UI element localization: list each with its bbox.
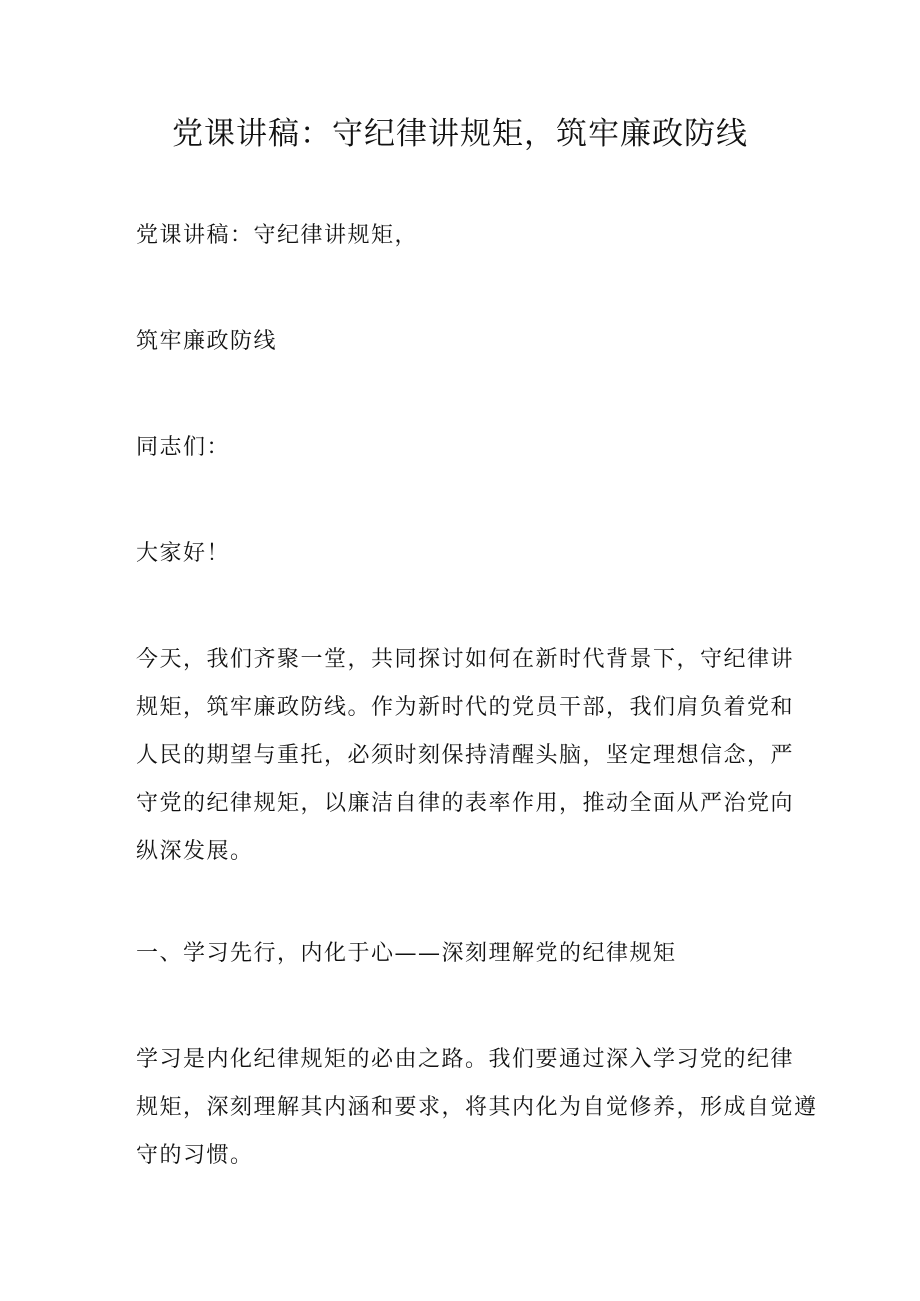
paragraph-line: 今天，我们齐聚一堂，共同探讨如何在新时代背景下，守纪律讲 [136,647,795,672]
paragraph-line: 学习是内化纪律规矩的必由之路。我们要通过深入学习党的纪律 [136,1047,795,1072]
section-heading-1: 一、学习先行，内化于心——深刻理解党的纪律规矩 [136,941,677,966]
paragraph-line: 守党的纪律规矩，以廉洁自律的表率作用，推动全面从严治党向 [136,791,795,816]
intro-paragraph [136,636,795,876]
salutation: 同志们： [136,435,231,460]
subtitle-line-1: 党课讲稿：守纪律讲规矩， [136,223,419,248]
paragraph-line: 纵深发展。 [136,839,254,864]
paragraph-line: 规矩，筑牢廉政防线。作为新时代的党员干部，我们肩负着党和 [136,695,795,720]
document-title: 党课讲稿：守纪律讲规矩，筑牢廉政防线 [172,116,748,152]
paragraph-line: 规矩，深刻理解其内涵和要求，将其内化为自觉修养，形成自觉遵 [136,1095,818,1120]
paragraph-line: 守的习惯。 [136,1143,254,1168]
paragraph-line: 人民的期望与重托，必须时刻保持清醒头脑，坚定理想信念，严 [136,743,795,768]
subtitle-line-2: 筑牢廉政防线 [136,329,278,354]
greeting: 大家好！ [136,541,231,566]
section-1-paragraph [136,1036,818,1180]
